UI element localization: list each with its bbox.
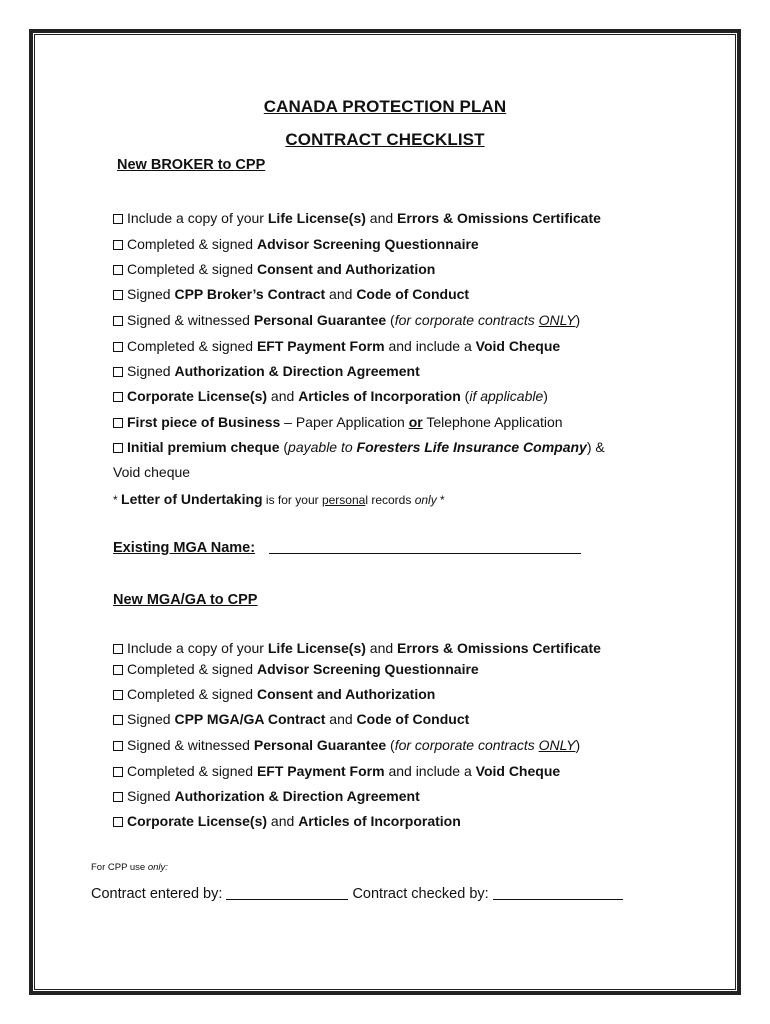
checkbox-icon[interactable] <box>113 665 123 675</box>
checkbox-icon[interactable] <box>113 367 123 377</box>
checklist-item[interactable]: Signed Authorization & Direction Agreement <box>113 363 420 379</box>
checklist-item[interactable]: Corporate License(s) and Articles of Incorporation (if applicable) <box>113 388 548 404</box>
checklist-item[interactable]: Completed & signed Advisor Screening Questionnaire <box>113 661 479 677</box>
document-subtitle: CONTRACT CHECKLIST <box>285 130 485 149</box>
checkbox-icon[interactable] <box>113 418 123 428</box>
checklist-item[interactable]: Completed & signed EFT Payment Form and include a Void Cheque <box>113 763 560 779</box>
checkbox-icon[interactable] <box>113 767 123 777</box>
checkbox-icon[interactable] <box>113 240 123 250</box>
checklist-item[interactable]: Corporate License(s) and Articles of Incorporation <box>113 813 461 829</box>
existing-mga-row <box>113 540 581 556</box>
entered-by-field[interactable] <box>226 899 348 900</box>
checklist-item[interactable]: Initial premium cheque (payable to Foresters Life Insurance Company) & <box>113 439 605 455</box>
checklist-item[interactable]: Signed CPP Broker’s Contract and Code of Conduct <box>113 286 469 302</box>
entered-by-label: Contract entered by: <box>91 886 223 902</box>
checkbox-icon[interactable] <box>113 644 123 654</box>
checkbox-icon[interactable] <box>113 792 123 802</box>
checkbox-icon[interactable] <box>113 741 123 751</box>
checkbox-icon[interactable] <box>113 392 123 402</box>
checklist-item[interactable]: Signed CPP MGA/GA Contract and Code of Conduct <box>113 711 469 727</box>
checkbox-icon[interactable] <box>113 443 123 453</box>
checklist-item[interactable]: Completed & signed EFT Payment Form and include a Void Cheque <box>113 338 560 354</box>
checklist-item[interactable]: Signed Authorization & Direction Agreement <box>113 788 420 804</box>
office-use-note: For CPP use only: <box>91 862 168 873</box>
checkbox-icon[interactable] <box>113 214 123 224</box>
checked-by-field[interactable] <box>493 899 623 900</box>
checklist-item[interactable]: Completed & signed Consent and Authorization <box>113 686 435 702</box>
checklist-item[interactable]: Include a copy of your Life License(s) and Errors & Omissions Certificate <box>113 640 601 656</box>
checkbox-icon[interactable] <box>113 265 123 275</box>
broker-section-heading: New BROKER to CPP <box>117 157 266 173</box>
document-title: CANADA PROTECTION PLAN <box>263 97 507 116</box>
checklist-item[interactable]: Completed & signed Advisor Screening Questionnaire <box>113 236 479 252</box>
existing-mga-label: Existing MGA Name: <box>113 540 256 556</box>
checklist-item[interactable]: Signed & witnessed Personal Guarantee (for corporate contracts ONLY) <box>113 312 580 328</box>
checkbox-icon[interactable] <box>113 715 123 725</box>
checkbox-icon[interactable] <box>113 316 123 326</box>
checkbox-icon[interactable] <box>113 690 123 700</box>
undertaking-note: * Letter of Undertaking is for your personal records only * <box>113 491 445 507</box>
existing-mga-name-field[interactable] <box>269 553 581 554</box>
checklist-item-continued: Void cheque <box>113 464 191 480</box>
checklist-item[interactable]: Include a copy of your Life License(s) and Errors & Omissions Certificate <box>113 210 601 226</box>
mga-section-heading: New MGA/GA to CPP <box>113 592 258 608</box>
checkbox-icon[interactable] <box>113 342 123 352</box>
checked-by-label: Contract checked by: <box>352 886 489 902</box>
checklist-item[interactable]: Completed & signed Consent and Authorization <box>113 261 435 277</box>
checklist-item[interactable]: Signed & witnessed Personal Guarantee (for corporate contracts ONLY) <box>113 737 580 753</box>
checkbox-icon[interactable] <box>113 817 123 827</box>
checklist-item[interactable]: First piece of Business – Paper Application or Telephone Application <box>113 414 563 430</box>
checkbox-icon[interactable] <box>113 290 123 300</box>
signature-row <box>91 886 623 902</box>
